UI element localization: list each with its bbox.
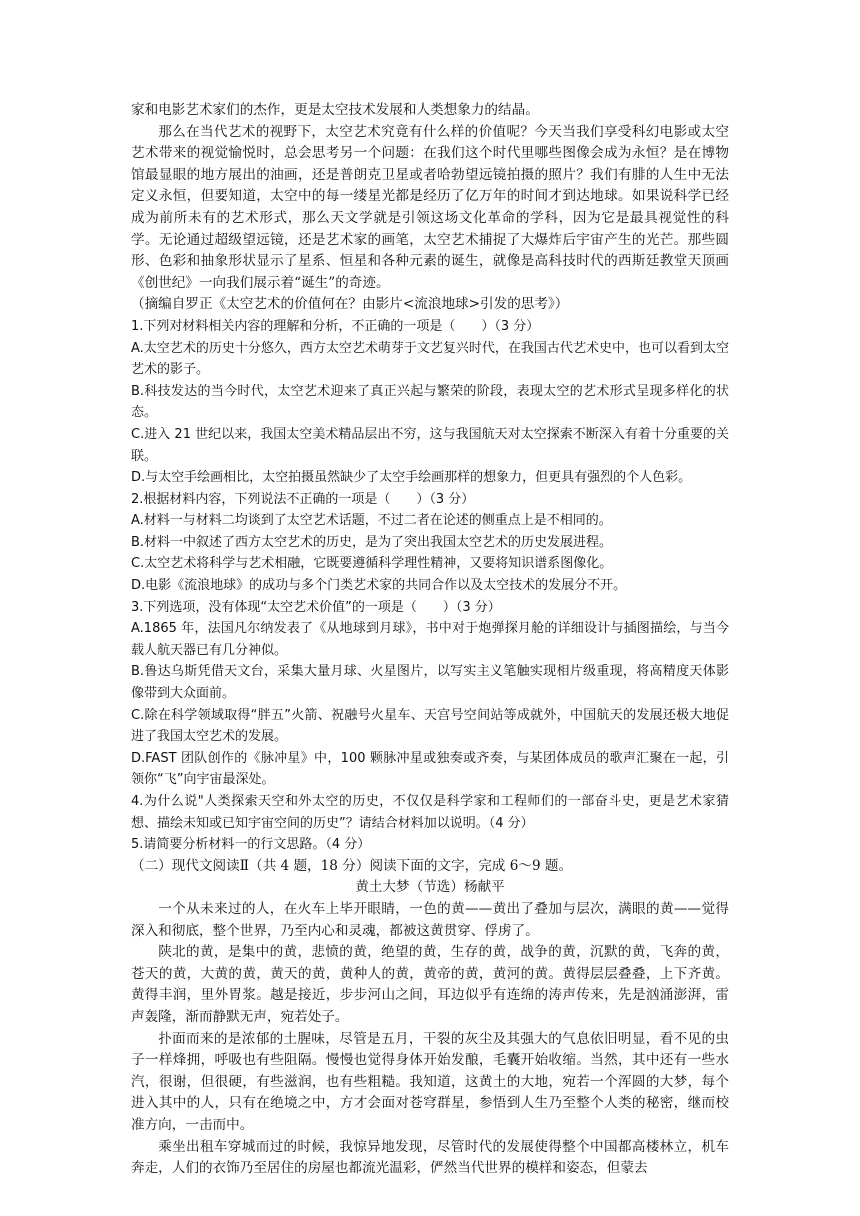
question-1-option-b: B.科技发达的当今时代，太空艺术迎来了真正兴起与繁荣的阶段，表现太空的艺术形式呈现多样化的状态。 xyxy=(131,383,729,421)
paragraph-continuation: 家和电影艺术家们的杰作，更是太空技术发展和人类想象力的结晶。 xyxy=(131,102,539,118)
question-2-stem: 2.根据材料内容，下列说法不正确的一项是（ ）（3 分） xyxy=(131,491,475,507)
question-5-stem: 5.请简要分析材料一的行文思路。（4 分） xyxy=(131,837,371,853)
question-3-option-c: C.除在科学领域取得“胖五”火箭、祝融号火星车、天宫号空间站等成就外，中国航天的发展还极大地促进了我国太空艺术的发展。 xyxy=(131,707,729,745)
article-paragraph: 陕北的黄，是集中的黄，悲愤的黄，绝望的黄，生存的黄，战争的黄，沉默的黄，飞奔的黄，苍天的黄，大黄的黄，黄天的黄，黄种人的黄，黄帝的黄，黄河的黄。黄得层层叠叠，上下齐黄。黄得丰润，里外胃浆。越是接近，步步河山之间，耳边似乎有连绵的涛声传来，先是汹涌澎湃，雷声轰隆，渐而静默无声，宛若处子。 xyxy=(131,944,729,1025)
question-1-stem: 1.下列对材料相关内容的理解和分析，不正确的一项是（ ）（3 分） xyxy=(131,318,540,334)
article-title: 黄土大梦（节选）杨献平 xyxy=(355,879,505,896)
question-4-stem: 4.为什么说"人类探索天空和外太空的历史，不仅仅是科学家和工程师们的一部奋斗史，更是艺术家猜想、描绘未知或已知宇宙空间的历史”？请结合材料加以说明。（4 分） xyxy=(131,794,729,831)
question-1-option-c: C.进入 21 世纪以来，我国太空美术精品层出不穷，这与我国航天对太空探索不断深入有着十分重要的关联。 xyxy=(131,426,729,464)
question-3-option-d: D.FAST 团队创作的《脉冲星》中，100 颗脉冲星或独奏或齐奏，与某团体成员的歌声汇聚在一起，引领你“飞”向宇宙最深处。 xyxy=(131,750,729,788)
question-3-option-a: A.1865 年，法国凡尔纳发表了《从地球到月球》，书中对于炮弹探月舱的详细设计与插图描绘，与当今载人航天器已有几分神似。 xyxy=(131,621,729,658)
question-2-option-c: C.太空艺术将科学与艺术相融，它既要遵循科学理性精神，又要将知识谱系图像化。 xyxy=(131,556,613,572)
question-1-option-a: A.太空艺术的历史十分悠久，西方太空艺术萌芽于文艺复兴时代，在我国古代艺术史中，也可以看到太空艺术的影子。 xyxy=(131,340,729,378)
question-1-option-d: D.与太空手绘画相比，太空拍摄虽然缺少了太空手绘画那样的想象力，但更具有强烈的个人色彩。 xyxy=(131,470,692,486)
article-paragraph: 乘坐出租车穿城而过的时候，我惊异地发现，尽管时代的发展使得整个中国都高楼林立，机车奔走，人们的衣饰乃至居住的房屋也都流光温彩，俨然当代世界的模样和姿态，但蒙去 xyxy=(131,1138,729,1177)
article-paragraph: 扑面而来的是浓郁的土腥味，尽管是五月，干裂的灰尘及其强大的气息依旧明显，看不见的虫子一样烽拥，呼吸也有些阻隔。慢慢也觉得身体开始发酿，毛囊开始收缩。当然，其中还有一些水汽，很谢，但很硬，有些滋润，也有些粗糙。我知道，这黄土的大地，宛若一个浑圆的大梦，每个进入其中的人，只有在绝境之中，方才会面对苍穹群星，参悟到人生乃至整个人类的秘密，继而校准方向，一击而中。 xyxy=(131,1030,729,1133)
article-paragraph: 一个从未来过的人，在火车上毕开眼睛，一色的黄——黄出了叠加与层次，满眼的黄——觉得深入和彻底，整个世界，乃至内心和灵魂，都被这黄贯穿、俘虏了。 xyxy=(131,900,729,939)
question-3-option-b: B.鲁达乌斯凭借天文台，采集大量月球、火星图片，以写实主义笔触实现相片级重现，将高精度天体影像带到大众面前。 xyxy=(131,664,729,702)
question-2-option-d: D.电影《流浪地球》的成功与多个门类艺术家的共同合作以及太空技术的发展分不开。 xyxy=(131,578,627,594)
question-2-option-a: A.材料一与材料二均谈到了太空艺术话题，不过二者在论述的侧重点上是不相同的。 xyxy=(131,513,612,529)
source-citation: （摘编自罗正《太空艺术的价值何在？由影片<流浪地球>引发的思考》） xyxy=(131,296,569,313)
section-heading: （二）现代文阅读Ⅱ（共 4 题，18 分）阅读下面的文字，完成 6～9 题。 xyxy=(131,857,573,874)
question-3-stem: 3.下列选项，没有体现“太空艺术价值”的一项是（ ）（3 分） xyxy=(131,599,501,615)
paragraph-art-value: 那么在当代艺术的视野下，太空艺术究竟有什么样的价值呢？今天当我们享受科幻电影或太空艺术带来的视觉愉悦时，总会思考另一个问题：在我们这个时代里哪些图像会成为永恒？是在博物馆最显眼的地方展出的油画，还是普朗克卫星或者哈勃望远镜拍摄的照片？我们有腓的人生中无法定义永恒，但要知道，太空中的每一缕星光都是经历了亿万年的时间才到达地球。如果说科学已经成为前所未有的艺术形式，那么天文学就是引领这场文化革命的学科，因为它是最具视觉性的科学。无论通过超级望远镜，还是艺术家的画笔，太空艺术捕捉了大爆炸后宇宙产生的光芒。那些圆形、色彩和抽象形状显示了星系、恒星和各种元素的诞生，就像是高科技时代的西斯廷教堂天顶画《创世纪》一向我们展示着“诞生”的奇迹。 xyxy=(131,123,729,291)
question-2-option-b: B.材料一中叙述了西方太空艺术的历史，是为了突出我国太空艺术的历史发展进程。 xyxy=(131,534,613,550)
document-page xyxy=(131,100,729,1180)
